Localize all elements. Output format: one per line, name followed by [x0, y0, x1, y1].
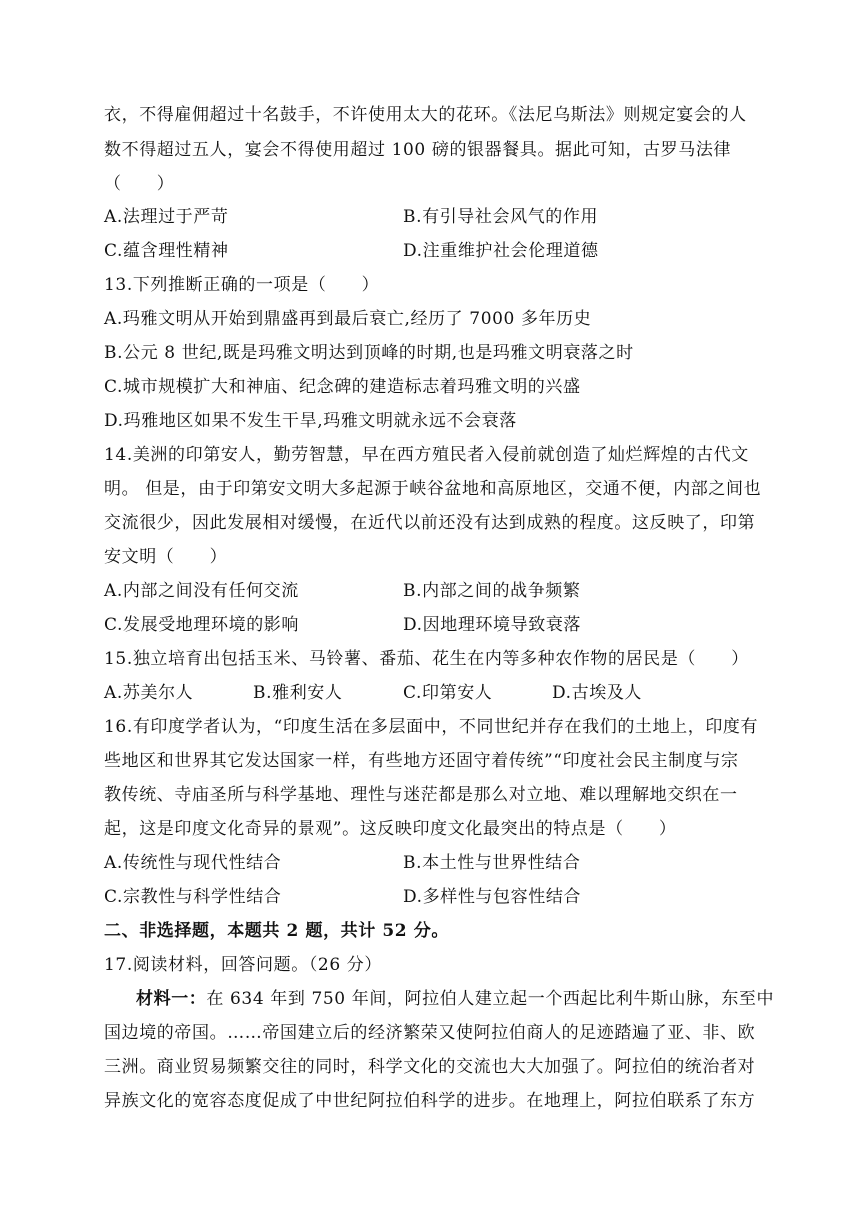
q17-material-line: 异族文化的宽容态度促成了中世纪阿拉伯科学的进步。在地理上，阿拉伯联系了东方	[104, 1091, 756, 1111]
q16-option-b: B.本土性与世界性结合	[403, 853, 581, 873]
q14-option-a: A.内部之间没有任何交流	[104, 581, 299, 601]
q13-stem: 13.下列推断正确的一项是（ ）	[104, 275, 380, 295]
q12-text-line: 数不得超过五人，宴会不得使用超过 100 磅的银器餐具。据此可知，古罗马法律	[104, 140, 732, 160]
material-text: 在 634 年到 750 年间，阿拉伯人建立起一个西起比利牛斯山脉，东至中	[206, 989, 775, 1009]
q17-stem: 17.阅读材料，回答问题。（26 分）	[104, 955, 382, 975]
q16-option-c: C.宗教性与科学性结合	[104, 887, 282, 907]
q12-text-line: 衣，不得雇佣超过十名鼓手，不许使用太大的花环。《法尼乌斯法》则规定宴会的人	[104, 105, 747, 125]
q12-option-b: B.有引导社会风气的作用	[403, 207, 599, 227]
q17-material-line	[136, 988, 775, 1010]
q14-stem-line: 安文明（ ）	[104, 547, 228, 567]
q15-option-a: A.苏美尔人	[104, 683, 194, 703]
q14-option-b: B.内部之间的战争频繁	[403, 581, 581, 601]
q12-answer-blank: （ ）	[104, 174, 175, 194]
q16-stem-line: 起，这是印度文化奇异的景观”。这反映印度文化最突出的特点是（ ）	[104, 819, 677, 839]
q14-stem-line: 14.美洲的印第安人，勤劳智慧，早在西方殖民者入侵前就创造了灿烂辉煌的古代文	[104, 445, 749, 465]
q17-material-line: 国边境的帝国。……帝国建立后的经济繁荣又使阿拉伯商人的足迹踏遍了亚、非、欧	[104, 1023, 756, 1043]
q14-option-d: D.因地理环境导致衰落	[403, 615, 582, 635]
section-heading: 二、非选择题，本题共 2 题，共计 52 分。	[104, 921, 449, 941]
q12-option-a: A.法理过于严苛	[104, 207, 229, 227]
q13-option-d: D.玛雅地区如果不发生干旱,玛雅文明就永远不会衰落	[104, 411, 517, 431]
q13-option-b: B.公元 8 世纪,既是玛雅文明达到顶峰的时期,也是玛雅文明衰落之时	[104, 343, 634, 363]
q16-stem-line: 16.有印度学者认为，“印度生活在多层面中，不同世纪并存在我们的土地上，印度有	[104, 717, 759, 737]
q16-stem-line: 些地区和世界其它发达国家一样，有些地方还固守着传统”“印度社会民主制度与宗	[104, 751, 739, 771]
q17-material-line: 三洲。商业贸易频繁交往的同时，科学文化的交流也大大加强了。阿拉伯的统治者对	[104, 1057, 756, 1077]
material-label: 材料一：	[136, 989, 207, 1009]
q12-option-c: C.蕴含理性精神	[104, 241, 229, 261]
q15-stem: 15.独立培育出包括玉米、马铃薯、番茄、花生在内等多种农作物的居民是（ ）	[104, 649, 749, 669]
q15-option-c: C.印第安人	[403, 683, 493, 703]
q16-option-a: A.传统性与现代性结合	[104, 853, 282, 873]
q15-option-d: D.古埃及人	[552, 683, 643, 703]
q12-option-d: D.注重维护社会伦理道德	[403, 241, 599, 261]
q16-stem-line: 教传统、寺庙圣所与科学基地、理性与迷茫都是那么对立地、难以理解地交织在一	[104, 785, 738, 805]
q13-option-a: A.玛雅文明从开始到鼎盛再到最后衰亡,经历了 7000 多年历史	[104, 309, 592, 329]
q14-stem-line: 交流很少，因此发展相对缓慢，在近代以前还没有达到成熟的程度。这反映了，印第	[104, 513, 756, 533]
q15-option-b: B.雅利安人	[253, 683, 343, 703]
q16-option-d: D.多样性与包容性结合	[403, 887, 582, 907]
q14-stem-line: 明。 但是，由于印第安文明大多起源于峡谷盆地和高原地区，交通不便，内部之间也	[104, 479, 762, 499]
q14-option-c: C.发展受地理环境的影响	[104, 615, 300, 635]
q13-option-c: C.城市规模扩大和神庙、纪念碑的建造标志着玛雅文明的兴盛	[104, 377, 581, 397]
